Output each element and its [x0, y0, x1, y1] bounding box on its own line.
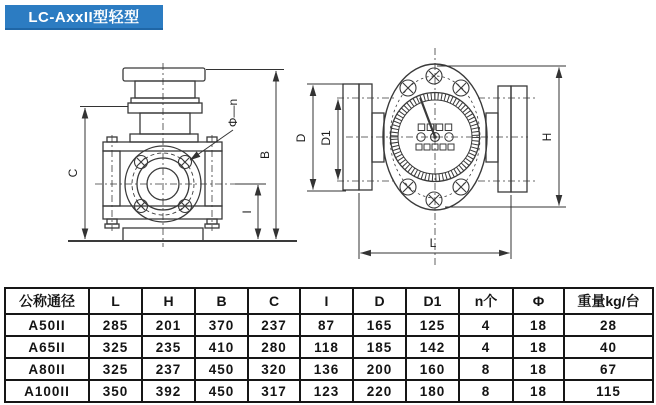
spec-cell: 392	[142, 380, 195, 402]
spec-cell: 160	[406, 358, 459, 380]
spec-cell: 87	[300, 314, 353, 336]
spec-cell: 450	[195, 380, 248, 402]
spec-cell: 280	[248, 336, 300, 358]
table-row	[5, 358, 653, 380]
spec-cell: 370	[195, 314, 248, 336]
spec-cell: 180	[406, 380, 459, 402]
spec-cell: 123	[300, 380, 353, 402]
dim-label-d: D	[294, 133, 308, 143]
header-phi: Φ	[513, 288, 564, 314]
header-nominal-diameter: 公称通径	[5, 288, 89, 314]
spec-header-row	[5, 288, 653, 314]
spec-cell: 410	[195, 336, 248, 358]
side-centerlines	[337, 48, 535, 265]
header-weight: 重量kg/台	[564, 288, 653, 314]
front-view-drawing	[66, 63, 297, 247]
spec-cell: 185	[353, 336, 406, 358]
header-L: L	[89, 288, 142, 314]
spec-cell: A65II	[5, 336, 89, 358]
spec-cell: 18	[513, 336, 564, 358]
spec-cell: 115	[564, 380, 653, 402]
spec-cell: A80II	[5, 358, 89, 380]
dim-label-c: C	[66, 168, 80, 178]
table-row	[5, 336, 653, 358]
spec-cell: 450	[195, 358, 248, 380]
spec-cell: 325	[89, 358, 142, 380]
outlet-flange	[486, 86, 527, 192]
spec-cell: 136	[300, 358, 353, 380]
spec-cell: 8	[459, 380, 513, 402]
header-D: D	[353, 288, 406, 314]
technical-drawing	[0, 33, 656, 285]
dim-label-b: B	[258, 150, 272, 160]
spec-cell: 28	[564, 314, 653, 336]
spec-cell: 235	[142, 336, 195, 358]
spec-cell: 40	[564, 336, 653, 358]
spec-cell: 165	[353, 314, 406, 336]
dial-needle	[421, 99, 436, 138]
spec-cell: 18	[513, 314, 564, 336]
dim-label-h: H	[540, 132, 554, 142]
spec-cell: 200	[353, 358, 406, 380]
spec-cell: 4	[459, 314, 513, 336]
spec-cell: 350	[89, 380, 142, 402]
header-C: C	[248, 288, 300, 314]
spec-cell: 118	[300, 336, 353, 358]
spec-cell: 142	[406, 336, 459, 358]
spec-cell: 317	[248, 380, 300, 402]
header-H: H	[142, 288, 195, 314]
spec-cell: 237	[142, 358, 195, 380]
header-D1: D1	[406, 288, 459, 314]
spec-cell: 125	[406, 314, 459, 336]
spec-cell: 220	[353, 380, 406, 402]
dim-label-d1: D1	[319, 130, 333, 146]
meter-body-front	[103, 137, 222, 241]
page-title: LC-AxxII型轻型	[28, 9, 140, 26]
spec-cell: 320	[248, 358, 300, 380]
table-row	[5, 314, 653, 336]
spec-cell: 18	[513, 380, 564, 402]
header-n-holes: n个	[459, 288, 513, 314]
spec-cell: 201	[142, 314, 195, 336]
spec-cell: 325	[89, 336, 142, 358]
spec-cell: A50II	[5, 314, 89, 336]
spec-cell: 285	[89, 314, 142, 336]
spec-cell: 67	[564, 358, 653, 380]
spec-table	[4, 287, 654, 403]
spec-cell: 237	[248, 314, 300, 336]
counter-head	[123, 68, 205, 142]
header-B: B	[195, 288, 248, 314]
spec-cell: 4	[459, 336, 513, 358]
dim-label-l: L	[429, 236, 437, 250]
spec-cell: A100II	[5, 380, 89, 402]
header-I: I	[300, 288, 353, 314]
spec-cell: 8	[459, 358, 513, 380]
holes-callout-label: Φ—n	[226, 98, 240, 128]
table-row	[5, 380, 653, 402]
side-view-drawing	[294, 48, 566, 265]
title-badge	[5, 5, 163, 30]
dim-label-i: I	[240, 210, 254, 214]
spec-cell: 18	[513, 358, 564, 380]
